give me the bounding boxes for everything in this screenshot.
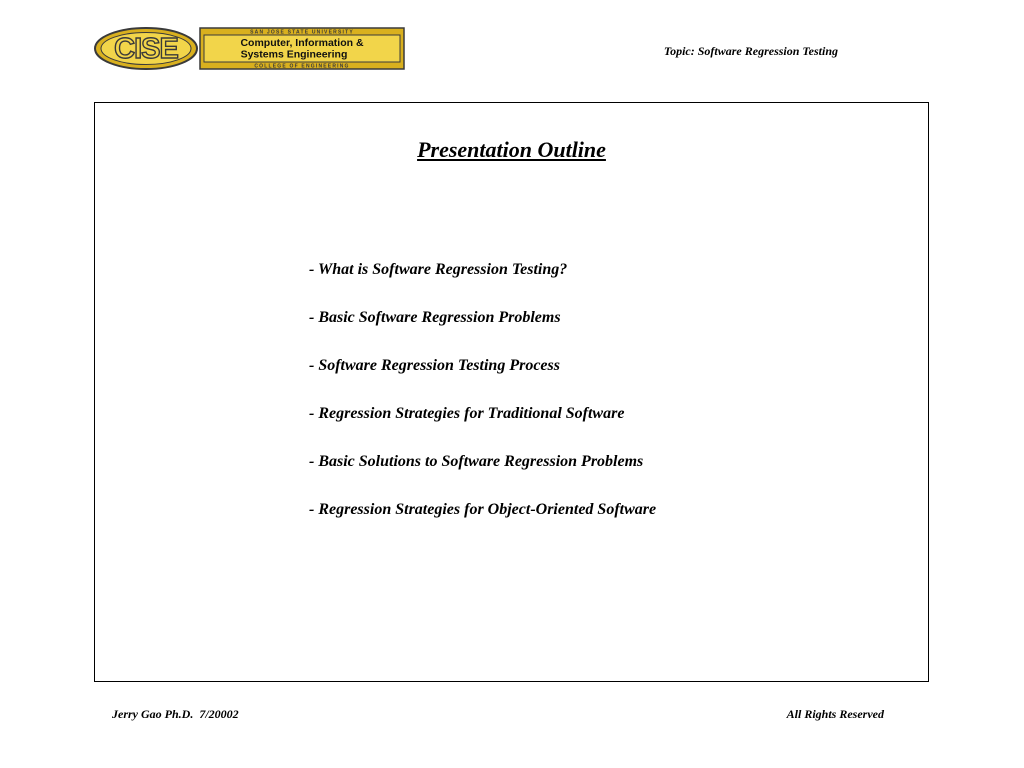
- cise-logo-graphic: [94, 27, 406, 70]
- outline-list: [309, 260, 656, 548]
- logo-line-1: Computer, Information &: [240, 37, 364, 49]
- topic-header: Topic: Software Regression Testing: [663, 44, 838, 58]
- cise-logo: [94, 27, 406, 70]
- outline-item: - Software Regression Testing Process: [309, 357, 560, 374]
- outline-item: - Basic Software Regression Problems: [309, 309, 561, 326]
- logo-acronym: CISE: [114, 33, 178, 65]
- footer-author: Jerry Gao Ph.D. 7/20002: [112, 707, 239, 721]
- logo-line-2: Systems Engineering: [240, 48, 348, 61]
- slide-title: Presentation Outline: [417, 137, 606, 162]
- outline-item: - What is Software Regression Testing?: [309, 261, 568, 278]
- footer-rights: All Rights Reserved: [786, 707, 884, 721]
- outline-item: - Basic Solutions to Software Regression Problems: [309, 453, 644, 470]
- logo-top-band: SAN JOSE STATE UNIVERSITY: [250, 29, 354, 36]
- logo-bottom-band: COLLEGE OF ENGINEERING: [254, 63, 350, 70]
- slide-content-frame: [94, 102, 929, 682]
- outline-item: - Regression Strategies for Object-Oriented Software: [309, 501, 657, 518]
- outline-item: - Regression Strategies for Traditional Software: [309, 405, 625, 422]
